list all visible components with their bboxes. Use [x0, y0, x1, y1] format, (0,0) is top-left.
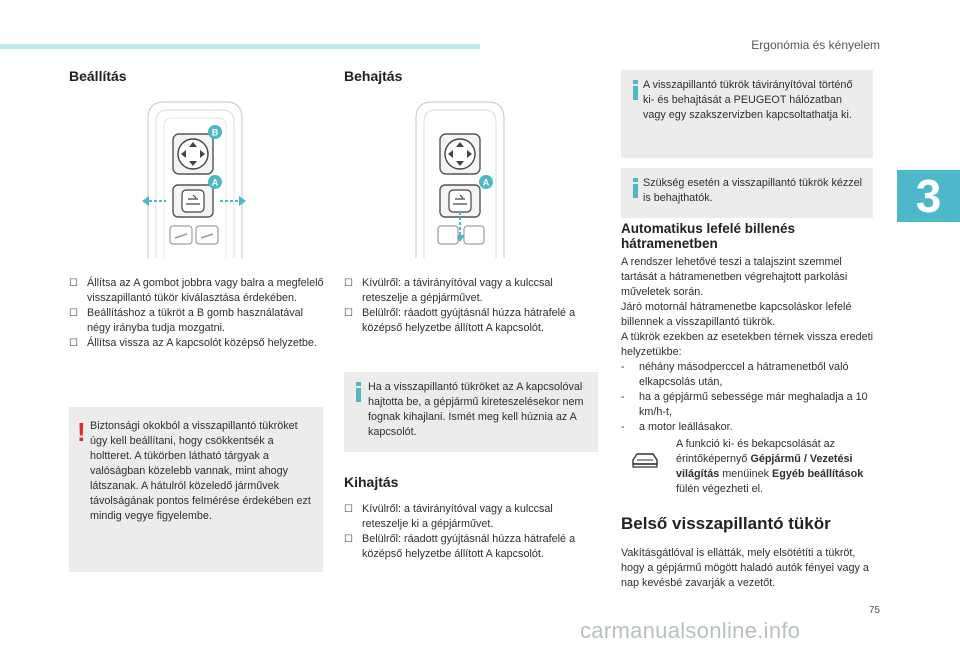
info-icon [630, 80, 642, 100]
header-accent-bar [0, 44, 480, 49]
info-box-manual [621, 168, 873, 218]
list-item: ☐ Kívülről: a távirányítóval vagy a kulccsal reteszelje ki a gépjárművet. [344, 503, 553, 530]
list-item: - a motor leállásakor. [621, 421, 733, 433]
section-title-unfold: Kihajtás [344, 474, 399, 490]
mirror-switch-illustration [140, 100, 250, 260]
checkbox-icon: ☐ [344, 308, 353, 319]
section-title-interior-mirror: Belső visszapillantó tükör [621, 514, 831, 533]
menu-name: Gépjármű / Vezetési világítás [676, 453, 853, 480]
tab-name: Egyéb beállítások [772, 468, 864, 480]
mirror-fold-illustration [410, 100, 510, 260]
mirror-control-figure-fold [410, 100, 510, 260]
checkbox-icon: ☐ [344, 534, 353, 545]
list-item: ☐ Állítsa vissza az A kapcsolót középső helyzetbe. [69, 337, 317, 349]
info-text-fold: Ha a visszapillantó tükröket az A kapcsolóval hajtotta be, a gépjármű kireteszelésekor nem fognak kihajlani. Ismét meg kell húznia az A kapcsolót. [368, 381, 584, 438]
figure-label-a: A [482, 177, 490, 188]
paragraph: Járó motornál hátramenetbe kapcsoláskor lefelé billennek a visszapillantó tükrök. [621, 301, 852, 328]
section-title-reverse-tilt: Automatikus lefelé billenés hátramenetben [621, 221, 796, 251]
checkbox-icon: ☐ [69, 278, 78, 289]
list-item: - ha a gépjármű sebessége már meghaladja a 10 km/h-t, [621, 391, 868, 418]
section-header: Ergonómia és kényelem [751, 38, 880, 52]
list-item: ☐ Belülről: ráadott gyújtásnál húzza hátrafelé a középső helyzetbe állított A kapcsolót. [344, 307, 576, 334]
list-item: ☐ Kívülről: a távirányítóval vagy a kulccsal reteszelje a gépjárművet. [344, 277, 553, 304]
paragraph: A tükrök ezekben az esetekben térnek vissza eredeti helyzetükbe: [621, 331, 874, 358]
list-item: - néhány másodperccel a hátramenetből való elkapcsolás után, [621, 361, 849, 388]
info-box-fold [344, 372, 598, 452]
adjust-steps [69, 276, 324, 351]
info-text-manual: Szükség esetén a visszapillantó tükrök kézzel is behajthatók. [643, 177, 863, 204]
watermark: carmanualsonline.info [580, 618, 801, 643]
info-text-network: A visszapillantó tükrök távirányítóval történő ki- és behajtását a PEUGEOT hálózatban vagy egy szakszervizben kapcsoltathatja ki. [643, 79, 853, 121]
interior-mirror-text: Vakításgátlóval is ellátták, mely elsötétíti a tükröt, hogy a gépjármű mögött haladó autók fényei vagy a nap kevésbé zavarják a vezetőt. [621, 547, 869, 589]
checkbox-icon: ☐ [69, 338, 78, 349]
info-icon [630, 178, 642, 198]
list-item: ☐ Beállításhoz a tükröt a B gomb használatával négy irányba tudja mozgatni. [69, 307, 304, 334]
figure-label-b: B [211, 127, 219, 138]
list-item: ☐ Állítsa az A gombot jobbra vagy balra a megfelelő visszapillantó tükör kiválasztása érdekében. [69, 277, 324, 304]
mirror-control-figure-adjust [140, 100, 250, 260]
warning-icon: ! [77, 417, 86, 447]
list-item: ☐ Belülről: ráadott gyújtásnál húzza hátrafelé a középső helyzetbe állított A kapcsolót. [344, 533, 576, 560]
page-number: 75 [868, 605, 880, 616]
warning-box [69, 407, 323, 572]
chapter-tab [897, 170, 960, 222]
info-box-network [621, 70, 873, 158]
section-title-fold: Behajtás [344, 68, 403, 84]
settings-note: A funkció ki- és bekapcsolását az érintőképernyő Gépjármű / Vezetési világítás menüinek Egyéb beállítások fülén végezheti el. [676, 438, 864, 495]
fold-steps [344, 276, 596, 336]
checkbox-icon: ☐ [344, 278, 353, 289]
car-settings-icon [630, 449, 660, 471]
paragraph: A rendszer lehetővé teszi a talajszint szemmel tartását a hátramenetben végrehajtott parkolási műveletek során. [621, 256, 848, 298]
warning-text: Biztonsági okokból a visszapillantó tükröket úgy kell beállítani, hogy csökkentsék a holtteret. A tükörben látható tárgyak a valóságban közelebb vannak, mint ahogy látszanak. A hátulról közeledő járművek távolságának pontos felmérése érdekében ezt mindig vegye figyelembe. [90, 420, 311, 522]
reverse-tilt-body [621, 255, 876, 435]
section-title-adjust: Beállítás [69, 68, 127, 84]
checkbox-icon: ☐ [69, 308, 78, 319]
unfold-steps [344, 502, 596, 562]
info-icon [353, 382, 365, 402]
figure-label-a: A [211, 177, 219, 188]
chapter-number: 3 [915, 170, 942, 222]
checkbox-icon: ☐ [344, 504, 353, 515]
